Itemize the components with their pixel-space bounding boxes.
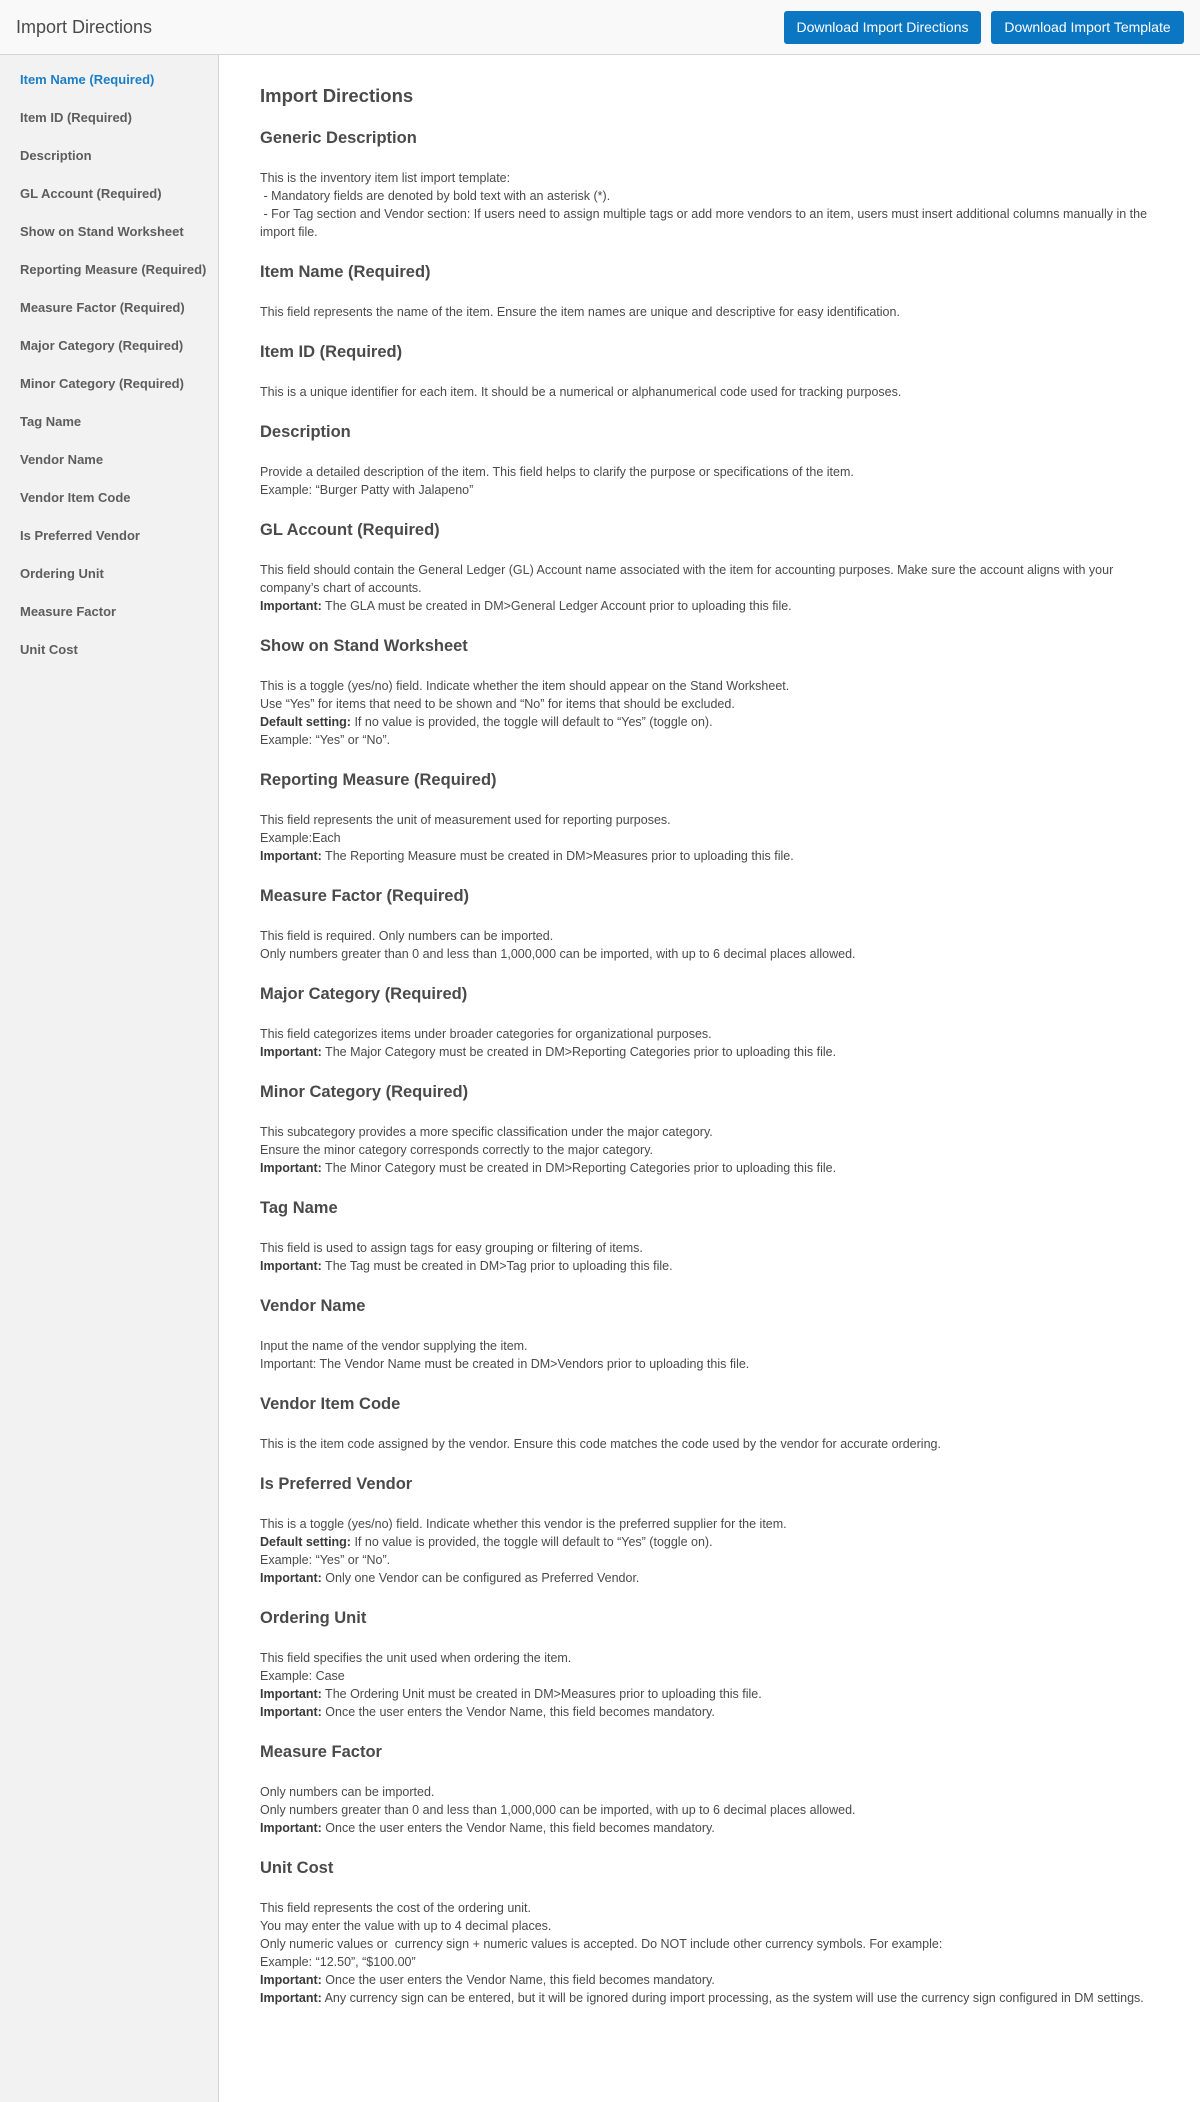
section-line [260, 1989, 1160, 2007]
section-line [260, 1819, 1160, 1837]
section-title: Generic Description [260, 129, 417, 147]
section-line [260, 463, 1160, 481]
sidebar-item-unit-cost[interactable]: Unit Cost [20, 642, 78, 657]
section-line [260, 1703, 1160, 1721]
section-line [260, 1257, 1160, 1275]
line-text: You may enter the value with up to 4 decimal places. [260, 1919, 552, 1933]
emphasis-label: Important: [260, 1259, 322, 1273]
section-body [260, 169, 1160, 241]
line-text: This is a toggle (yes/no) field. Indicate whether the item should appear on the Stand Worksheet. [260, 679, 790, 693]
sidebar-item-measure-factor[interactable]: Measure Factor (Required) [20, 300, 185, 315]
section-line [260, 187, 1160, 205]
section-vendor-name [260, 1295, 1160, 1373]
line-text: This is a unique identifier for each item. It should be a numerical or alphanumerical code used for tracking purposes. [260, 385, 902, 399]
sidebar-list [0, 55, 218, 680]
section-title: Show on Stand Worksheet [260, 637, 468, 655]
section-line [260, 303, 1160, 321]
section-line [260, 945, 1160, 963]
section-line [260, 1435, 1160, 1453]
section-title: Measure Factor [260, 1743, 382, 1761]
emphasis-label: Important: [260, 599, 322, 613]
section-body [260, 383, 1160, 401]
section-description [260, 421, 1160, 499]
sidebar-item-vendor-item-code[interactable]: Vendor Item Code [20, 490, 131, 505]
line-text: The Minor Category must be created in DM>Reporting Categories prior to uploading this file. [321, 1161, 837, 1175]
line-text: Provide a detailed description of the item. This field helps to clarify the purpose or specifications of the item. [260, 465, 854, 479]
section-title: Reporting Measure (Required) [260, 771, 497, 789]
line-text: Only numeric values or currency sign + numeric values is accepted. Do NOT include other currency symbols. For example: [260, 1937, 943, 1951]
section-line [260, 205, 1160, 241]
line-text: This field represents the unit of measurement used for reporting purposes. [260, 813, 671, 827]
section-line [260, 847, 1160, 865]
line-text: Only one Vendor can be configured as Preferred Vendor. [321, 1571, 640, 1585]
page-title: Import Directions [16, 17, 153, 37]
sections-container [260, 127, 1160, 2007]
section-minor-category [260, 1081, 1160, 1177]
sidebar-item-is-preferred-vendor[interactable]: Is Preferred Vendor [20, 528, 140, 543]
section-body [260, 677, 1160, 749]
emphasis-label: Default setting: [260, 1535, 351, 1549]
section-line [260, 383, 1160, 401]
section-line [260, 1551, 1160, 1569]
line-text: This is the inventory item list import template: [260, 171, 511, 185]
sidebar-item-reporting-measure[interactable]: Reporting Measure (Required) [20, 262, 207, 277]
sidebar-item-vendor-name[interactable]: Vendor Name [20, 452, 104, 467]
section-title: Vendor Item Code [260, 1395, 401, 1413]
section-line [260, 1917, 1160, 1935]
line-text: The Ordering Unit must be created in DM>Measures prior to uploading this file. [321, 1687, 762, 1701]
line-text: Example: Case [260, 1669, 345, 1683]
section-title: Measure Factor (Required) [260, 887, 470, 905]
line-text: Only numbers can be imported. [260, 1785, 435, 1799]
section-body [260, 1239, 1160, 1275]
section-line [260, 1971, 1160, 1989]
line-text: Example: “12.50”, “$100.00” [260, 1955, 416, 1969]
emphasis-label: Important: [260, 1045, 322, 1059]
section-unit-cost [260, 1857, 1160, 2007]
section-line [260, 169, 1160, 187]
sidebar-item-show-on-stand-worksheet[interactable]: Show on Stand Worksheet [20, 224, 184, 239]
line-text: Only numbers greater than 0 and less than 1,000,000 can be imported, with up to 6 decimal places allowed. [260, 1803, 856, 1817]
section-line [260, 811, 1160, 829]
emphasis-label: Important: [260, 849, 322, 863]
section-line [260, 829, 1160, 847]
section-line [260, 561, 1160, 597]
line-text: Any currency sign can be entered, but it will be ignored during import processing, as the system will use the currency sign configured in DM settings. [321, 1991, 1144, 2005]
section-title: Minor Category (Required) [260, 1083, 469, 1101]
line-text: The Reporting Measure must be created in DM>Measures prior to uploading this file. [321, 849, 794, 863]
line-text: Once the user enters the Vendor Name, this field becomes mandatory. [321, 1973, 715, 1987]
line-text: If no value is provided, the toggle will default to “Yes” (toggle on). [350, 1535, 713, 1549]
line-text: Important: The Vendor Name must be created in DM>Vendors prior to uploading this file. [260, 1357, 750, 1371]
line-text: The Tag must be created in DM>Tag prior to uploading this file. [321, 1259, 673, 1273]
line-text: Example:Each [260, 831, 341, 845]
section-line [260, 1123, 1160, 1141]
section-body [260, 1435, 1160, 1453]
section-title: GL Account (Required) [260, 521, 440, 539]
section-title: Is Preferred Vendor [260, 1475, 413, 1493]
section-line [260, 1337, 1160, 1355]
section-line [260, 713, 1160, 731]
sidebar-item-major-category[interactable]: Major Category (Required) [20, 338, 184, 353]
line-text: This is the item code assigned by the vendor. Ensure this code matches the code used by the vendor for accurate ordering. [260, 1437, 941, 1451]
section-ordering-unit [260, 1607, 1160, 1721]
line-text: This field is used to assign tags for easy grouping or filtering of items. [260, 1241, 643, 1255]
section-tag-name [260, 1197, 1160, 1275]
emphasis-label: Important: [260, 1571, 322, 1585]
section-line [260, 1043, 1160, 1061]
section-body [260, 561, 1160, 615]
section-line [260, 1025, 1160, 1043]
emphasis-label: Important: [260, 1991, 322, 2005]
section-line [260, 1239, 1160, 1257]
section-line [260, 1141, 1160, 1159]
line-text: Example: “Burger Patty with Jalapeno” [260, 483, 474, 497]
emphasis-label: Important: [260, 1973, 322, 1987]
section-line [260, 1649, 1160, 1667]
section-item-name [260, 261, 1160, 321]
section-title: Ordering Unit [260, 1609, 367, 1627]
emphasis-label: Default setting: [260, 715, 351, 729]
line-text: Once the user enters the Vendor Name, this field becomes mandatory. [321, 1821, 715, 1835]
emphasis-label: Important: [260, 1161, 322, 1175]
section-body [260, 463, 1160, 499]
top-bar [0, 0, 1200, 55]
line-text: This field is required. Only numbers can be imported. [260, 929, 554, 943]
main-content [260, 55, 1160, 2007]
line-text: This subcategory provides a more specific classification under the major category. [260, 1125, 713, 1139]
download-import-template-button[interactable]: Download Import Template [991, 11, 1184, 44]
section-title: Tag Name [260, 1199, 338, 1217]
section-title: Unit Cost [260, 1859, 334, 1877]
line-text: This field specifies the unit used when ordering the item. [260, 1651, 572, 1665]
section-body [260, 927, 1160, 963]
section-generic-description [260, 127, 1160, 241]
sidebar-item-description[interactable]: Description [20, 148, 92, 163]
section-body [260, 1337, 1160, 1373]
emphasis-label: Important: [260, 1821, 322, 1835]
sidebar-item-gl-account[interactable]: GL Account (Required) [20, 186, 162, 201]
sidebar-item-ordering-unit[interactable]: Ordering Unit [20, 566, 104, 581]
section-line [260, 1667, 1160, 1685]
section-title: Item Name (Required) [260, 263, 431, 281]
section-line [260, 597, 1160, 615]
section-title: Vendor Name [260, 1297, 366, 1315]
sidebar-item-measure-factor[interactable]: Measure Factor [20, 604, 117, 619]
section-title: Major Category (Required) [260, 985, 468, 1003]
section-vendor-item-code [260, 1393, 1160, 1453]
section-body [260, 303, 1160, 321]
section-line [260, 1783, 1160, 1801]
section-line [260, 1159, 1160, 1177]
line-text: This field categorizes items under broader categories for organizational purposes. [260, 1027, 712, 1041]
section-body [260, 1025, 1160, 1061]
line-text: The Major Category must be created in DM>Reporting Categories prior to uploading this file. [321, 1045, 837, 1059]
section-major-category [260, 983, 1160, 1061]
line-text: - Mandatory fields are denoted by bold text with an asterisk (*). [260, 189, 611, 203]
sidebar-nav [0, 55, 219, 2102]
section-line [260, 1953, 1160, 1971]
section-measure-factor [260, 885, 1160, 963]
line-text: This is a toggle (yes/no) field. Indicate whether this vendor is the preferred supplier for the item. [260, 1517, 787, 1531]
content-heading: Import Directions [260, 85, 414, 106]
section-line [260, 1533, 1160, 1551]
section-line [260, 481, 1160, 499]
line-text: This field represents the cost of the ordering unit. [260, 1901, 531, 1915]
section-line [260, 1801, 1160, 1819]
section-is-preferred-vendor [260, 1473, 1160, 1587]
section-measure-factor [260, 1741, 1160, 1837]
line-text: Only numbers greater than 0 and less than 1,000,000 can be imported, with up to 6 decimal places allowed. [260, 947, 856, 961]
line-text: Input the name of the vendor supplying the item. [260, 1339, 528, 1353]
section-line [260, 1569, 1160, 1587]
section-line [260, 927, 1160, 945]
section-line [260, 1899, 1160, 1917]
section-body [260, 1515, 1160, 1587]
section-show-on-stand-worksheet [260, 635, 1160, 749]
section-body [260, 1649, 1160, 1721]
emphasis-label: Important: [260, 1687, 322, 1701]
section-line [260, 1685, 1160, 1703]
download-import-directions-button[interactable]: Download Import Directions [784, 11, 981, 44]
line-text: - For Tag section and Vendor section: If users need to assign multiple tags or add more vendors to an item, users must insert additional columns manually in the import file. [260, 207, 1151, 239]
emphasis-label: Important: [260, 1705, 322, 1719]
section-body [260, 1123, 1160, 1177]
section-line [260, 1355, 1160, 1373]
sidebar-item-item-name[interactable]: Item Name (Required) [20, 72, 155, 87]
line-text: If no value is provided, the toggle will default to “Yes” (toggle on). [350, 715, 713, 729]
section-body [260, 811, 1160, 865]
line-text: This field should contain the General Ledger (GL) Account name associated with the item for accounting purposes. Make sure the account aligns with your company’s chart of accounts. [260, 563, 1117, 595]
sidebar-item-tag-name[interactable]: Tag Name [20, 414, 82, 429]
section-line [260, 677, 1160, 695]
section-gl-account [260, 519, 1160, 615]
sidebar-item-minor-category[interactable]: Minor Category (Required) [20, 376, 184, 391]
line-text: Use “Yes” for items that need to be shown and “No” for items that should be excluded. [260, 697, 735, 711]
section-body [260, 1783, 1160, 1837]
section-line [260, 731, 1160, 749]
line-text: Once the user enters the Vendor Name, this field becomes mandatory. [321, 1705, 715, 1719]
section-title: Description [260, 423, 351, 441]
section-line [260, 695, 1160, 713]
section-body [260, 1899, 1160, 2007]
section-line [260, 1515, 1160, 1533]
line-text: The GLA must be created in DM>General Ledger Account prior to uploading this file. [321, 599, 792, 613]
line-text: Example: “Yes” or “No”. [260, 1553, 391, 1567]
line-text: Example: “Yes” or “No”. [260, 733, 391, 747]
line-text: Ensure the minor category corresponds correctly to the major category. [260, 1143, 653, 1157]
section-item-id [260, 341, 1160, 401]
line-text: This field represents the name of the item. Ensure the item names are unique and descriptive for easy identification. [260, 305, 900, 319]
section-line [260, 1935, 1160, 1953]
section-title: Item ID (Required) [260, 343, 403, 361]
section-reporting-measure [260, 769, 1160, 865]
sidebar-item-item-id[interactable]: Item ID (Required) [20, 110, 132, 125]
